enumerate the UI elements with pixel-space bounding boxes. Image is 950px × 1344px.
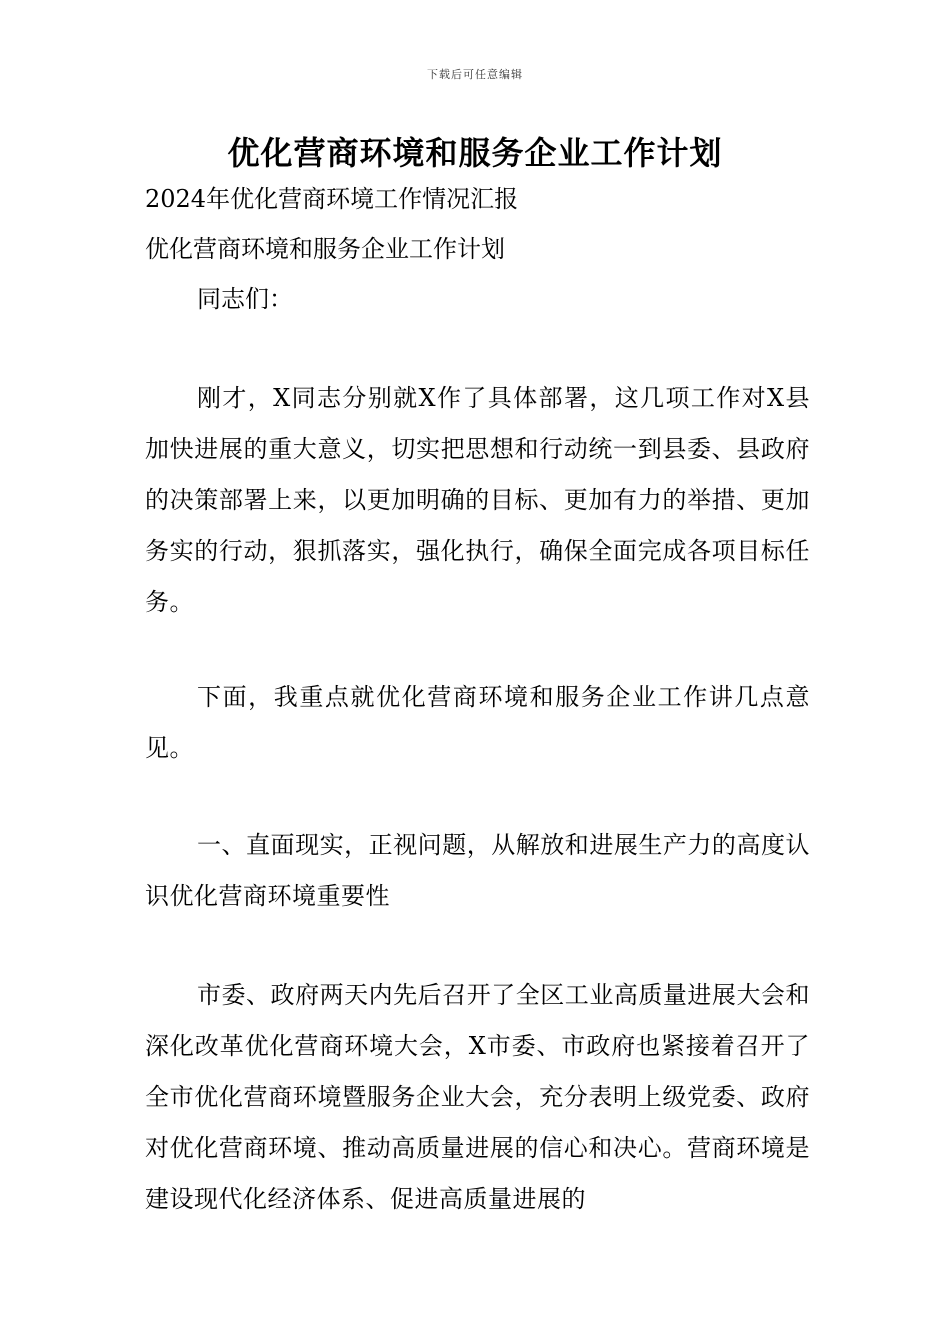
subtitle-line-2: 优化营商环境和服务企业工作计划 [145,235,505,263]
header-note: 下载后可任意编辑 [427,68,523,81]
paragraph-text: 市委、政府两天内先后召开了全区工业高质量进展大会和深化改革优化营商环境大会，X市委、市政府也紧接着召开了全市优化营商环境暨服务企业大会，充分表明上级党委、政府对优化营商环境、推动高质量进展的信心和决心。营商环境是建设现代化经济体系、促进高质量进展的 [145,981,810,1213]
section-heading-1 [145,820,810,922]
section-heading-text: 一、直面现实，正视问题，从解放和进展生产力的高度认识优化营商环境重要性 [145,831,810,910]
salutation: 同志们： [197,285,293,313]
paragraph-text: 刚才，X同志分别就X作了具体部署，这几项工作对X县加快进展的重大意义，切实把思想和行动统一到县委、县政府的决策部署上来，以更加明确的目标、更加有力的举措、更加务实的行动，狠抓落实，强化执行，确保全面完成各项目标任务。 [145,384,810,616]
paragraph-text: 下面，我重点就优化营商环境和服务企业工作讲几点意见。 [145,683,810,762]
paragraph-3 [145,970,810,1225]
paragraph-2 [145,672,810,774]
subtitle-line-1: 2024年优化营商环境工作情况汇报 [145,185,519,213]
document-title: 优化营商环境和服务企业工作计划 [227,134,723,172]
paragraph-1 [145,373,810,628]
